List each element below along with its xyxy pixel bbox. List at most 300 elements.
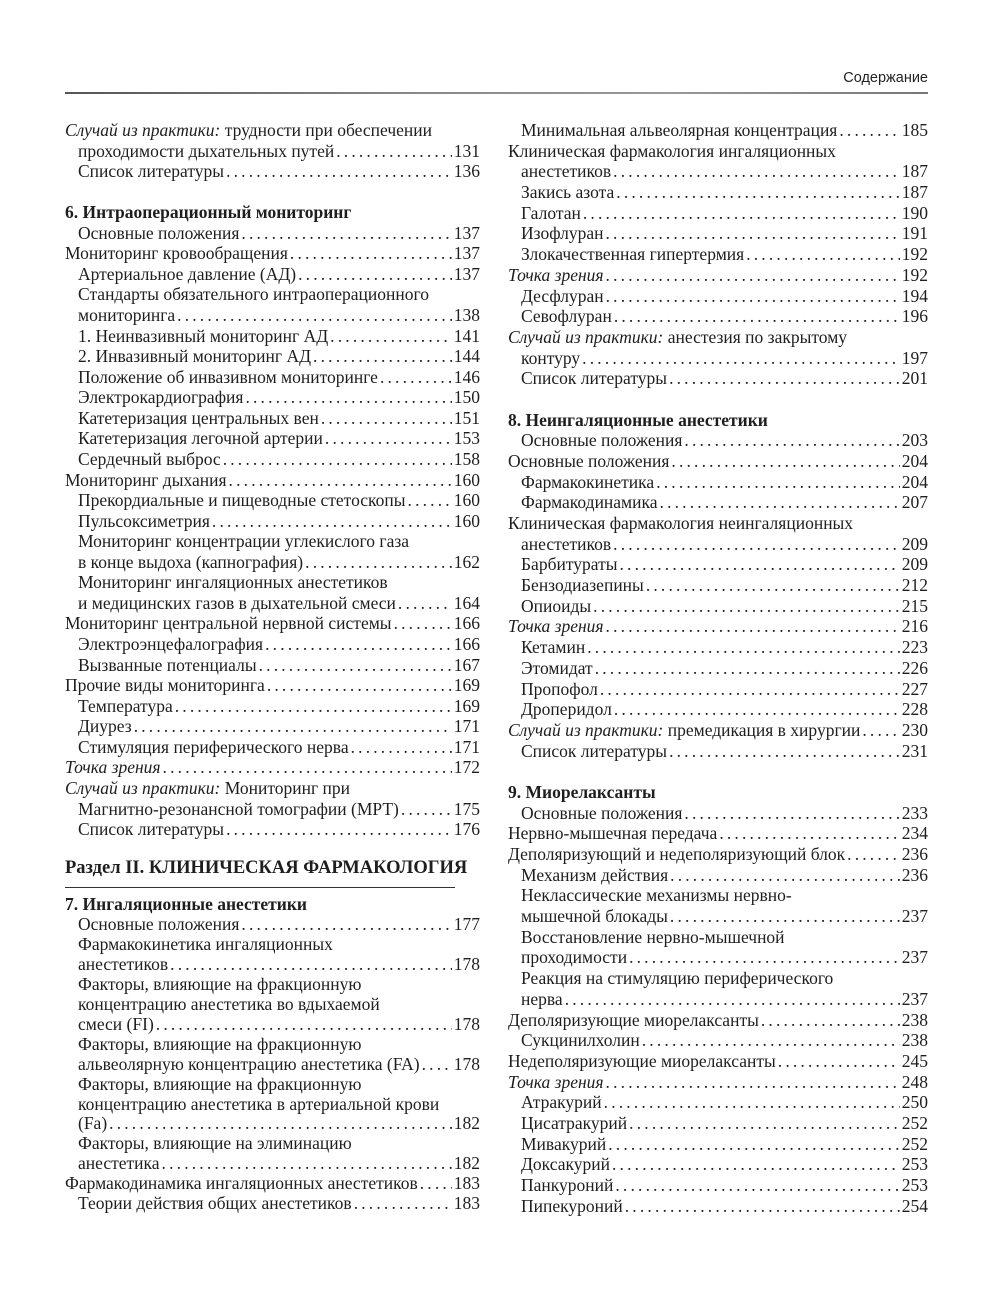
page-number: 171 [453, 716, 480, 737]
toc-entry-line [65, 757, 480, 778]
entry-text: Прочие виды мониторинга [65, 675, 265, 696]
toc-entry-line [508, 596, 928, 617]
toc-entry-line [65, 696, 480, 717]
dot-leader [336, 141, 452, 162]
toc-entry[interactable] [508, 451, 928, 472]
dot-leader [671, 451, 899, 472]
toc-entry[interactable] [508, 658, 928, 679]
page-number: 248 [901, 1071, 928, 1092]
page-number: 191 [901, 223, 928, 244]
toc-entry-line [65, 326, 480, 347]
page-number: 203 [901, 430, 928, 451]
toc-entry-line [508, 203, 928, 224]
toc-entry[interactable] [65, 613, 480, 634]
toc-entry-line [508, 1092, 928, 1113]
page-number: 192 [901, 244, 928, 265]
dot-leader [614, 699, 900, 720]
toc-entry-line [65, 675, 480, 696]
toc-entry-line [65, 428, 480, 449]
toc-entry-line [65, 1095, 480, 1115]
dot-leader [604, 1092, 900, 1113]
page-number: 236 [901, 864, 928, 885]
toc-entry[interactable] [508, 492, 928, 513]
toc-entry[interactable] [65, 284, 480, 325]
page-number: 153 [453, 428, 480, 449]
toc-entry[interactable] [508, 1051, 928, 1072]
chapter-heading: 6. Интраоперационный мониторинг [65, 202, 352, 223]
page-number: 146 [453, 366, 480, 387]
dot-leader [156, 1015, 452, 1035]
toc-entry[interactable] [65, 1134, 480, 1174]
toc-entry[interactable] [65, 1174, 480, 1194]
page-number: 136 [453, 161, 480, 182]
toc-entry-line [508, 885, 928, 906]
toc-entry-line [65, 511, 480, 532]
page-number: 150 [453, 387, 480, 408]
entry-text: Магнитно-резонансной томографии (МРТ) [78, 798, 399, 819]
dot-leader [229, 470, 452, 491]
toc-entry-line [508, 513, 928, 534]
dot-leader [646, 575, 900, 596]
page-number: 237 [901, 988, 928, 1009]
dot-leader [305, 552, 452, 573]
dot-leader [226, 819, 452, 840]
dot-leader [175, 696, 452, 717]
dot-leader [612, 1154, 900, 1175]
toc-entry-line [65, 120, 480, 141]
entry-text: нерва [521, 988, 563, 1009]
dot-leader [684, 430, 899, 451]
toc-entry[interactable] [65, 367, 480, 388]
dot-leader [746, 244, 900, 265]
toc-entry[interactable] [508, 679, 928, 700]
toc-entry[interactable] [508, 141, 928, 182]
toc-entry-line [65, 1134, 480, 1154]
dot-leader [629, 947, 900, 968]
toc-entry-line [65, 1194, 480, 1214]
toc-entry[interactable] [65, 531, 480, 572]
entry-text: Мониторинг центральной нервной системы [65, 613, 392, 634]
toc-entry[interactable] [65, 511, 480, 532]
page-number: 252 [901, 1133, 928, 1154]
entry-text: Мониторинг концентрации углекислого газа [78, 531, 410, 552]
toc-entry[interactable] [508, 1175, 928, 1196]
toc-entry-line [508, 658, 928, 679]
entry-text: альвеолярную концентрацию анестетика (FA) [78, 1053, 420, 1074]
entry-text: Фармакокинетика [521, 471, 655, 492]
dot-leader [241, 223, 451, 244]
toc-entry[interactable] [65, 1194, 480, 1214]
toc-entry-line [65, 737, 480, 758]
entry-text: Факторы, влияющие на фракционную [78, 973, 362, 994]
toc-entry[interactable] [65, 264, 480, 285]
toc-entry[interactable] [508, 637, 928, 658]
toc-entry[interactable] [65, 935, 480, 975]
toc-entry[interactable] [65, 120, 480, 161]
page-number: 182 [453, 1153, 480, 1174]
toc-entry[interactable] [508, 368, 928, 389]
dot-leader [600, 679, 900, 700]
page-number: 158 [453, 448, 480, 469]
toc-entry[interactable] [508, 865, 928, 886]
entry-text: Закись азота [521, 182, 615, 203]
toc-entry[interactable] [65, 975, 480, 1035]
entry-text: Теории действия общих анестетиков [78, 1193, 352, 1214]
entry-text: Список литературы [521, 740, 668, 761]
page-number: 178 [453, 953, 480, 974]
toc-entry[interactable] [508, 823, 928, 844]
toc-entry-line [65, 346, 480, 367]
entry-text: Дроперидол [521, 699, 612, 720]
toc-entry[interactable] [508, 927, 928, 968]
toc-entry-line [508, 1113, 928, 1134]
page-number: 201 [901, 368, 928, 389]
page-number: 254 [901, 1195, 928, 1216]
entry-text: Катетеризация легочной артерии [78, 428, 323, 449]
entry-text: Сукцинилхолин [521, 1030, 640, 1051]
toc-entry[interactable] [65, 572, 480, 613]
running-head: Содержание [843, 70, 928, 86]
page-number: 175 [453, 798, 480, 819]
toc-entry[interactable] [508, 182, 928, 203]
toc-entry-line [508, 306, 928, 327]
section-heading: Раздел II. КЛИНИЧЕСКАЯ ФАРМАКОЛОГИЯ [65, 856, 455, 888]
toc-entry-line [508, 1134, 928, 1155]
dot-leader [616, 182, 899, 203]
toc-entry[interactable] [508, 844, 928, 865]
toc-entry[interactable] [65, 716, 480, 737]
toc-entry-line [508, 492, 928, 513]
page-number: 171 [453, 736, 480, 757]
dot-leader [226, 161, 452, 182]
entry-text: Клиническая фармакология ингаляционных [508, 140, 836, 161]
entry-lead-italic: Точка зрения [508, 1071, 604, 1092]
toc-entry-line [65, 634, 480, 655]
page-number: 204 [901, 471, 928, 492]
toc-entry[interactable] [508, 616, 928, 637]
toc-entry[interactable] [508, 472, 928, 493]
page-number: 252 [901, 1112, 928, 1133]
entry-text: Катетеризация центральных вен [78, 407, 319, 428]
dot-leader [394, 613, 452, 634]
dot-leader [109, 1114, 452, 1134]
page-number: 238 [901, 1009, 928, 1030]
dot-leader [241, 915, 451, 935]
toc-entry[interactable] [65, 428, 480, 449]
toc-entry[interactable] [508, 244, 928, 265]
dot-leader [625, 1196, 900, 1217]
toc-entry[interactable] [508, 1154, 928, 1175]
toc-entry[interactable] [65, 634, 480, 655]
toc-entry-line [508, 472, 928, 493]
entry-text: Вызванные потенциалы [78, 654, 257, 675]
page-number: 226 [901, 657, 928, 678]
toc-entry[interactable] [508, 223, 928, 244]
toc-entry[interactable] [65, 490, 480, 511]
toc-entry-line [65, 552, 480, 573]
dot-leader [606, 265, 900, 286]
dot-leader [656, 472, 900, 493]
entry-text: Барбитураты [521, 554, 618, 575]
page-number: 223 [901, 637, 928, 658]
toc-entry[interactable] [65, 1035, 480, 1075]
toc-entry[interactable] [508, 513, 928, 554]
entry-text: Пипекуроний [521, 1195, 623, 1216]
page-number: 228 [901, 699, 928, 720]
toc-entry-line [508, 575, 928, 596]
entry-lead-italic: Случай из практики: [508, 326, 664, 347]
toc-entry[interactable] [508, 1072, 928, 1093]
page-number: 144 [453, 346, 480, 367]
page-number: 164 [453, 592, 480, 613]
entry-text: Мониторинг кровообращения [65, 243, 288, 264]
entry-text: анестетика [78, 1153, 160, 1174]
toc-entry-line [508, 1030, 928, 1051]
spacer [508, 761, 928, 782]
page-number: 177 [453, 913, 480, 934]
entry-text: Стимуляция периферического нерва [78, 736, 349, 757]
toc-entry[interactable] [508, 1196, 928, 1217]
entry-text: Список литературы [78, 161, 225, 182]
dot-leader [313, 346, 452, 367]
page-number: 194 [901, 285, 928, 306]
page-number: 253 [901, 1175, 928, 1196]
entry-text: Реакция на стимуляцию периферического [521, 968, 834, 989]
toc-entry[interactable] [65, 387, 480, 408]
toc-entry[interactable] [65, 915, 480, 935]
entry-text: Факторы, влияющие на фракционную [78, 1033, 362, 1054]
dot-leader [582, 348, 900, 369]
toc-entry-line [508, 554, 928, 575]
page-number: 166 [453, 613, 480, 634]
toc-entry-line [508, 989, 928, 1010]
entry-text: мышечной блокады [521, 906, 668, 927]
toc-entry[interactable] [508, 885, 928, 926]
dot-leader [669, 741, 900, 762]
toc-entry[interactable] [65, 819, 480, 840]
dot-leader [613, 161, 900, 182]
toc-entry-line [508, 679, 928, 700]
toc-entry[interactable] [65, 223, 480, 244]
entry-text: премедикация в хирургии [663, 719, 861, 740]
toc-entry[interactable] [508, 1113, 928, 1134]
toc-entry[interactable] [508, 286, 928, 307]
entry-text: Деполяризующие миорелаксанты [508, 1009, 759, 1030]
entry-lead-italic: Случай из практики: [65, 777, 221, 798]
toc-entry[interactable] [508, 327, 928, 368]
page-number: 238 [901, 1030, 928, 1051]
entry-text: (Fa) [78, 1113, 108, 1134]
dot-leader [245, 387, 451, 408]
header-rule [65, 92, 928, 94]
page-number: 212 [901, 575, 928, 596]
dot-leader [351, 737, 452, 758]
toc-entry[interactable] [508, 968, 928, 1009]
page-number: 137 [453, 263, 480, 284]
page-number: 230 [901, 719, 928, 740]
toc-entry[interactable] [508, 803, 928, 824]
toc-entry[interactable] [508, 1134, 928, 1155]
toc-entry-line [508, 244, 928, 265]
page-number: 197 [901, 347, 928, 368]
dot-leader [719, 823, 899, 844]
toc-entry-line [65, 975, 480, 995]
entry-text: Десфлуран [521, 285, 604, 306]
toc-entry[interactable] [508, 1030, 928, 1051]
toc-entry-line [65, 1035, 480, 1055]
entry-text: анестетиков [521, 533, 612, 554]
page-number: 169 [453, 675, 480, 696]
toc-entry[interactable] [508, 699, 928, 720]
toc-entry-line [65, 1114, 480, 1134]
toc-entry[interactable] [65, 757, 480, 778]
toc-entry[interactable] [508, 554, 928, 575]
entry-text: Мониторинг ингаляционных анестетиков [78, 572, 388, 593]
dot-leader [670, 906, 900, 927]
entry-text: Пропофол [521, 678, 598, 699]
dot-leader [669, 368, 900, 389]
toc-entry-line [65, 161, 480, 182]
toc-entry[interactable] [508, 265, 928, 286]
toc-entry[interactable] [508, 120, 928, 141]
dot-leader [583, 203, 900, 224]
dot-leader [290, 243, 452, 264]
entry-text: Бензодиазепины [521, 575, 644, 596]
page-number: 237 [901, 906, 928, 927]
page-number: 234 [901, 823, 928, 844]
toc-entry-line [508, 1196, 928, 1217]
entry-text: Цисатракурий [521, 1112, 628, 1133]
entry-text: смеси (FI) [78, 1013, 154, 1034]
toc-entry-line [65, 408, 480, 429]
toc-entry[interactable] [65, 449, 480, 470]
dot-leader [408, 490, 452, 511]
toc-entry[interactable] [65, 675, 480, 696]
toc-entry[interactable] [65, 243, 480, 264]
toc-entry-line [65, 995, 480, 1015]
page-number: 209 [901, 554, 928, 575]
toc-entry-line [65, 955, 480, 975]
toc-column-block [65, 856, 480, 888]
toc-entry[interactable] [508, 430, 928, 451]
page-number: 190 [901, 202, 928, 223]
page-number: 183 [453, 1193, 480, 1214]
toc-entry[interactable] [508, 575, 928, 596]
entry-text: Опиоиды [521, 595, 592, 616]
chapter-heading: 7. Ингаляционные анестетики [65, 894, 308, 914]
entry-text: проходимости дыхательных путей [78, 140, 335, 161]
toc-entry-line [65, 1154, 480, 1174]
toc-entry[interactable] [508, 1010, 928, 1031]
toc-entry[interactable] [65, 737, 480, 758]
entry-text: Основные положения [521, 802, 683, 823]
page-number: 187 [901, 182, 928, 203]
toc-entry[interactable] [65, 696, 480, 717]
entry-lead-italic: Случай из практики: [65, 120, 221, 140]
toc-column-block [65, 895, 480, 1214]
entry-text: Деполяризующий и недеполяризующий блок [508, 844, 846, 865]
dot-leader [380, 367, 452, 388]
toc-entry-line [508, 1175, 928, 1196]
page-number: 178 [453, 1013, 480, 1034]
toc-entry[interactable] [508, 1092, 928, 1113]
toc-entry[interactable] [508, 203, 928, 224]
dot-leader [325, 428, 452, 449]
toc-entry[interactable] [508, 720, 928, 741]
dot-leader [595, 658, 900, 679]
page-number: 160 [453, 469, 480, 490]
dot-leader [267, 675, 452, 696]
toc-entry-line [65, 1055, 480, 1075]
page-number: 237 [901, 947, 928, 968]
entry-text: Минимальная альвеолярная концентрация [521, 120, 838, 140]
toc-entry[interactable] [508, 306, 928, 327]
toc-entry-line [508, 1051, 928, 1072]
dot-leader [177, 305, 452, 326]
entry-text: и медицинских газов в дыхательной смеси [78, 592, 396, 613]
entry-text: Мивакурий [521, 1133, 607, 1154]
page-number: 183 [453, 1173, 480, 1194]
page-number: 137 [453, 222, 480, 243]
toc-entry[interactable] [65, 326, 480, 347]
page-number: 215 [901, 595, 928, 616]
toc-entry[interactable] [65, 778, 480, 819]
dot-leader [170, 955, 452, 975]
dot-leader [422, 1055, 452, 1075]
entry-lead-italic: Точка зрения [65, 757, 161, 778]
toc-entry-line [508, 616, 928, 637]
toc-entry[interactable] [65, 470, 480, 491]
page-number: 167 [453, 654, 480, 675]
toc-entry[interactable] [65, 655, 480, 676]
toc-entry[interactable] [65, 408, 480, 429]
page-number: 207 [901, 492, 928, 513]
toc-entry-line [508, 451, 928, 472]
dot-leader [398, 593, 452, 614]
toc-entry[interactable] [508, 596, 928, 617]
dot-leader [330, 326, 452, 347]
toc-entry[interactable] [65, 346, 480, 367]
toc-entry-line [65, 1015, 480, 1035]
page-number: 176 [453, 819, 480, 840]
toc-entry[interactable] [65, 161, 480, 182]
page-number: 166 [453, 634, 480, 655]
dot-leader [847, 844, 900, 865]
entry-text: Восстановление нервно-мышечной [521, 926, 785, 947]
toc-entry-line [508, 286, 928, 307]
entry-text: Основные положения [508, 450, 670, 471]
toc-entry-line [65, 531, 480, 552]
entry-text: Кетамин [521, 637, 586, 658]
page-number: 137 [453, 243, 480, 264]
entry-text: Список литературы [521, 368, 668, 389]
chapter-heading: 8. Неингаляционные анестетики [508, 409, 768, 430]
toc-entry-line [508, 327, 928, 348]
toc-entry-line [65, 915, 480, 935]
dot-leader [778, 1051, 900, 1072]
toc-entry[interactable] [65, 1075, 480, 1135]
toc-entry[interactable] [508, 741, 928, 762]
dot-leader [608, 1134, 900, 1155]
page-number: 236 [901, 844, 928, 865]
toc-entry-line [508, 699, 928, 720]
dot-leader [321, 408, 452, 429]
entry-text: Мониторинг при [220, 777, 351, 798]
page-number: 169 [453, 695, 480, 716]
dot-leader [606, 286, 900, 307]
dot-leader [839, 120, 899, 141]
chapter-heading: 9. Миорелаксанты [508, 781, 656, 802]
